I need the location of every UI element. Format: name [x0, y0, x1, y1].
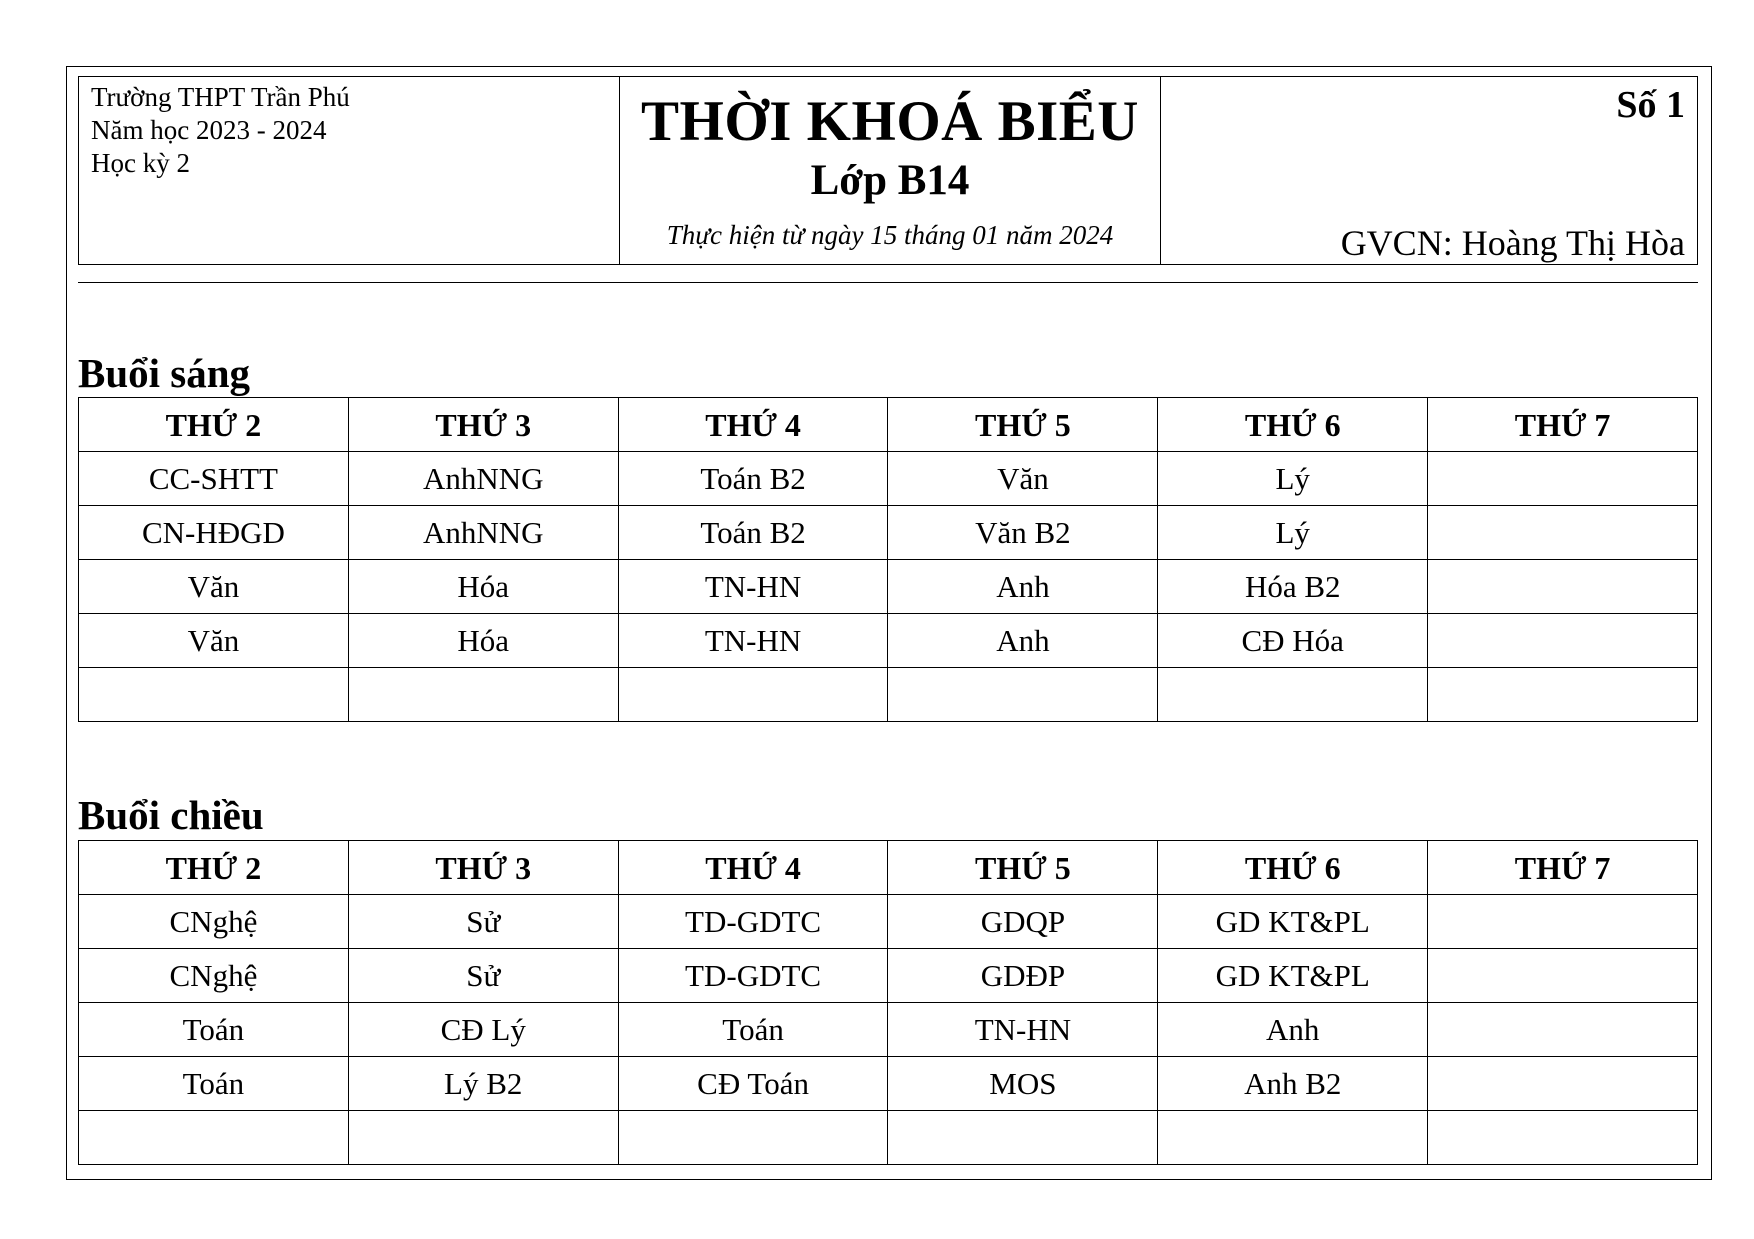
school-info — [79, 77, 619, 264]
page-title: THỜI KHOÁ BIỂU — [641, 90, 1139, 153]
lesson-cell: Văn B2 — [888, 506, 1158, 560]
lesson-cell — [618, 1111, 888, 1165]
lesson-cell: CNghệ — [79, 895, 349, 949]
lesson-cell — [888, 1111, 1158, 1165]
lesson-cell: Toán — [618, 1003, 888, 1057]
lesson-cell: Anh — [888, 560, 1158, 614]
day-header: THỨ 3 — [348, 398, 618, 452]
lesson-cell: CĐ Lý — [348, 1003, 618, 1057]
effective-date: Thực hiện từ ngày 15 tháng 01 năm 2024 — [666, 220, 1114, 250]
lesson-cell: TD-GDTC — [618, 949, 888, 1003]
title-block — [619, 77, 1160, 264]
table-row — [79, 895, 1698, 949]
morning-timetable — [78, 397, 1698, 722]
lesson-cell: CC-SHTT — [79, 452, 349, 506]
lesson-cell: Văn — [79, 614, 349, 668]
day-header: THỨ 4 — [618, 398, 888, 452]
lesson-cell — [1428, 949, 1698, 1003]
lesson-cell: Lý B2 — [348, 1057, 618, 1111]
table-header-row — [79, 841, 1698, 895]
lesson-cell: Toán — [79, 1003, 349, 1057]
lesson-cell — [1428, 895, 1698, 949]
lesson-cell — [1428, 1111, 1698, 1165]
lesson-cell — [888, 668, 1158, 722]
day-header: THỨ 2 — [79, 398, 349, 452]
day-header: THỨ 7 — [1428, 398, 1698, 452]
day-header: THỨ 6 — [1158, 841, 1428, 895]
semester: Học kỳ 2 — [91, 148, 190, 178]
lesson-cell: Anh B2 — [1158, 1057, 1428, 1111]
lesson-cell: Toán — [79, 1057, 349, 1111]
lesson-cell: Anh — [1158, 1003, 1428, 1057]
lesson-cell: Sử — [348, 895, 618, 949]
day-header: THỨ 5 — [888, 398, 1158, 452]
info-block — [1160, 77, 1697, 264]
class-name: Lớp B14 — [810, 157, 970, 204]
lesson-cell: AnhNNG — [348, 506, 618, 560]
header-divider — [78, 282, 1698, 283]
day-header: THỨ 2 — [79, 841, 349, 895]
lesson-cell: Văn — [888, 452, 1158, 506]
day-header: THỨ 7 — [1428, 841, 1698, 895]
day-header: THỨ 4 — [618, 841, 888, 895]
lesson-cell: Lý — [1158, 452, 1428, 506]
lesson-cell: Sử — [348, 949, 618, 1003]
school-name: Trường THPT Trần Phú — [91, 82, 350, 112]
lesson-cell — [1428, 506, 1698, 560]
table-row — [79, 1111, 1698, 1165]
lesson-cell — [1428, 1003, 1698, 1057]
lesson-cell — [348, 668, 618, 722]
morning-session-title: Buổi sáng — [78, 350, 251, 396]
lesson-cell: Toán B2 — [618, 506, 888, 560]
timetable-header — [78, 76, 1698, 265]
table-row — [79, 1003, 1698, 1057]
lesson-cell: Hóa — [348, 614, 618, 668]
lesson-cell — [79, 668, 349, 722]
day-header: THỨ 5 — [888, 841, 1158, 895]
table-row — [79, 560, 1698, 614]
table-row — [79, 614, 1698, 668]
lesson-cell: GD KT&PL — [1158, 949, 1428, 1003]
lesson-cell: TN-HN — [618, 614, 888, 668]
timetable-number: Số 1 — [1616, 84, 1685, 126]
lesson-cell: CNghệ — [79, 949, 349, 1003]
homeroom-teacher: GVCN: Hoàng Thị Hòa — [1340, 223, 1685, 263]
lesson-cell: CN-HĐGD — [79, 506, 349, 560]
afternoon-session-title: Buổi chiều — [78, 792, 264, 838]
lesson-cell — [1428, 560, 1698, 614]
lesson-cell — [1428, 452, 1698, 506]
lesson-cell — [618, 668, 888, 722]
lesson-cell: Toán B2 — [618, 452, 888, 506]
lesson-cell: TN-HN — [618, 560, 888, 614]
lesson-cell: TN-HN — [888, 1003, 1158, 1057]
lesson-cell — [79, 1111, 349, 1165]
table-row — [79, 506, 1698, 560]
lesson-cell: Hóa B2 — [1158, 560, 1428, 614]
lesson-cell: CĐ Hóa — [1158, 614, 1428, 668]
lesson-cell — [1158, 668, 1428, 722]
lesson-cell: Anh — [888, 614, 1158, 668]
table-row — [79, 949, 1698, 1003]
lesson-cell: MOS — [888, 1057, 1158, 1111]
lesson-cell: GDQP — [888, 895, 1158, 949]
lesson-cell: Lý — [1158, 506, 1428, 560]
lesson-cell: AnhNNG — [348, 452, 618, 506]
afternoon-timetable — [78, 840, 1698, 1165]
table-row — [79, 668, 1698, 722]
day-header: THỨ 3 — [348, 841, 618, 895]
school-year: Năm học 2023 - 2024 — [91, 115, 327, 145]
lesson-cell — [1158, 1111, 1428, 1165]
table-header-row — [79, 398, 1698, 452]
lesson-cell: Văn — [79, 560, 349, 614]
lesson-cell: CĐ Toán — [618, 1057, 888, 1111]
lesson-cell: TD-GDTC — [618, 895, 888, 949]
lesson-cell — [1428, 614, 1698, 668]
lesson-cell — [1428, 668, 1698, 722]
day-header: THỨ 6 — [1158, 398, 1428, 452]
table-row — [79, 1057, 1698, 1111]
lesson-cell: GD KT&PL — [1158, 895, 1428, 949]
table-row — [79, 452, 1698, 506]
lesson-cell — [1428, 1057, 1698, 1111]
lesson-cell — [348, 1111, 618, 1165]
lesson-cell: GDĐP — [888, 949, 1158, 1003]
lesson-cell: Hóa — [348, 560, 618, 614]
